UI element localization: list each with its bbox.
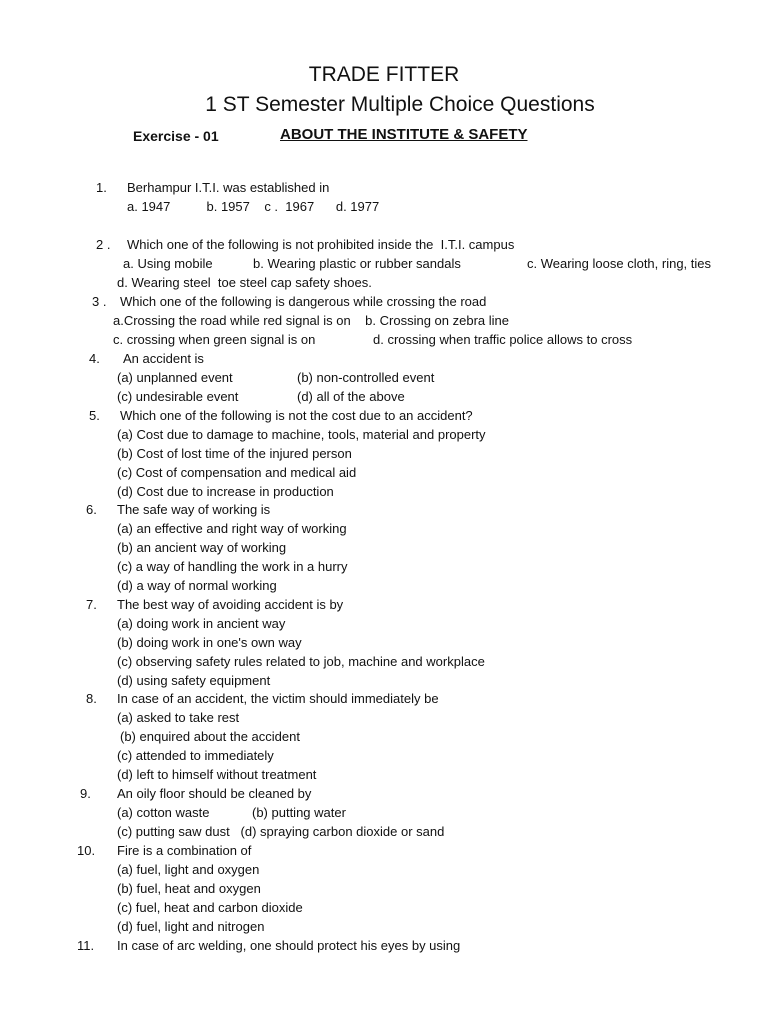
question-text: In case of an accident, the victim should immediately be xyxy=(117,691,439,706)
option: (a) Cost due to damage to machine, tools, material and property xyxy=(117,427,486,442)
question-text: Which one of the following is not prohibited inside the I.T.I. campus xyxy=(127,237,515,252)
option: (c) attended to immediately xyxy=(117,748,274,763)
document-subtitle: 1 ST Semester Multiple Choice Questions xyxy=(205,93,595,116)
question-text: An oily floor should be cleaned by xyxy=(117,786,312,801)
option-line: (c) putting saw dust (d) spraying carbon dioxide or sand xyxy=(117,824,445,839)
option: (c) a way of handling the work in a hurry xyxy=(117,559,348,574)
document-title: TRADE FITTER xyxy=(308,63,460,86)
option: (c) observing safety rules related to job, machine and workplace xyxy=(117,654,485,669)
option: c. Wearing loose cloth, ring, ties xyxy=(527,256,712,271)
question-number: 5. xyxy=(89,408,100,423)
option: (d) using safety equipment xyxy=(117,673,271,688)
option: c. crossing when green signal is on xyxy=(113,332,316,347)
question-number: 4. xyxy=(89,351,100,366)
question-number: 2 . xyxy=(96,237,111,252)
option: (a) asked to take rest xyxy=(117,710,240,725)
question-number: 3 . xyxy=(92,294,107,309)
exercise-label: Exercise - 01 xyxy=(133,128,219,144)
question-text: Berhampur I.T.I. was established in xyxy=(127,180,330,195)
option: (c) Cost of compensation and medical aid xyxy=(117,465,357,480)
option: (b) fuel, heat and oxygen xyxy=(117,881,261,896)
option: (b) enquired about the accident xyxy=(120,729,300,744)
option: (b) doing work in one's own way xyxy=(117,635,302,650)
question-text: Which one of the following is not the cost due to an accident? xyxy=(120,408,473,423)
question-text: Fire is a combination of xyxy=(117,843,252,858)
option: d. Wearing steel toe steel cap safety shoes. xyxy=(117,275,372,290)
question-number: 6. xyxy=(86,502,97,517)
option: d. crossing when traffic police allows to cross xyxy=(373,332,633,347)
question-number: 10. xyxy=(77,843,96,858)
question-number: 11. xyxy=(77,938,95,953)
option: (a) unplanned event xyxy=(117,370,233,385)
option: (c) undesirable event xyxy=(117,389,239,404)
question-text: The safe way of working is xyxy=(117,502,271,517)
option: (a) fuel, light and oxygen xyxy=(117,862,260,877)
question-text: An accident is xyxy=(123,351,204,366)
option-line: a. 1947 b. 1957 c . 1967 d. 1977 xyxy=(127,199,380,214)
question-number: 9. xyxy=(80,786,91,801)
option: (a) cotton waste xyxy=(117,805,210,820)
option: (d) Cost due to increase in production xyxy=(117,484,334,499)
option: (d) all of the above xyxy=(297,389,405,404)
option: (b) an ancient way of working xyxy=(117,540,287,555)
option: (b) non-controlled event xyxy=(297,370,435,385)
option: (b) putting water xyxy=(252,805,346,820)
question-number: 7. xyxy=(86,597,97,612)
option: (a) doing work in ancient way xyxy=(117,616,286,631)
question-number: 8. xyxy=(86,691,97,706)
option: b. Wearing plastic or rubber sandals xyxy=(253,256,461,271)
option: (d) fuel, light and nitrogen xyxy=(117,919,265,934)
question-text: In case of arc welding, one should protect his eyes by using xyxy=(117,938,461,953)
question-number: 1. xyxy=(96,180,107,195)
option: a. Using mobile xyxy=(123,256,213,271)
option-line: a.Crossing the road while red signal is on b. Crossing on zebra line xyxy=(113,313,509,328)
option: (b) Cost of lost time of the injured person xyxy=(117,446,352,461)
option: (d) left to himself without treatment xyxy=(117,767,317,782)
option: (d) a way of normal working xyxy=(117,578,277,593)
question-text: Which one of the following is dangerous while crossing the road xyxy=(120,294,487,309)
option: (a) an effective and right way of working xyxy=(117,521,347,536)
exercise-title: ABOUT THE INSTITUTE & SAFETY xyxy=(280,126,528,143)
question-text: The best way of avoiding accident is by xyxy=(117,597,344,612)
option: (c) fuel, heat and carbon dioxide xyxy=(117,900,303,915)
